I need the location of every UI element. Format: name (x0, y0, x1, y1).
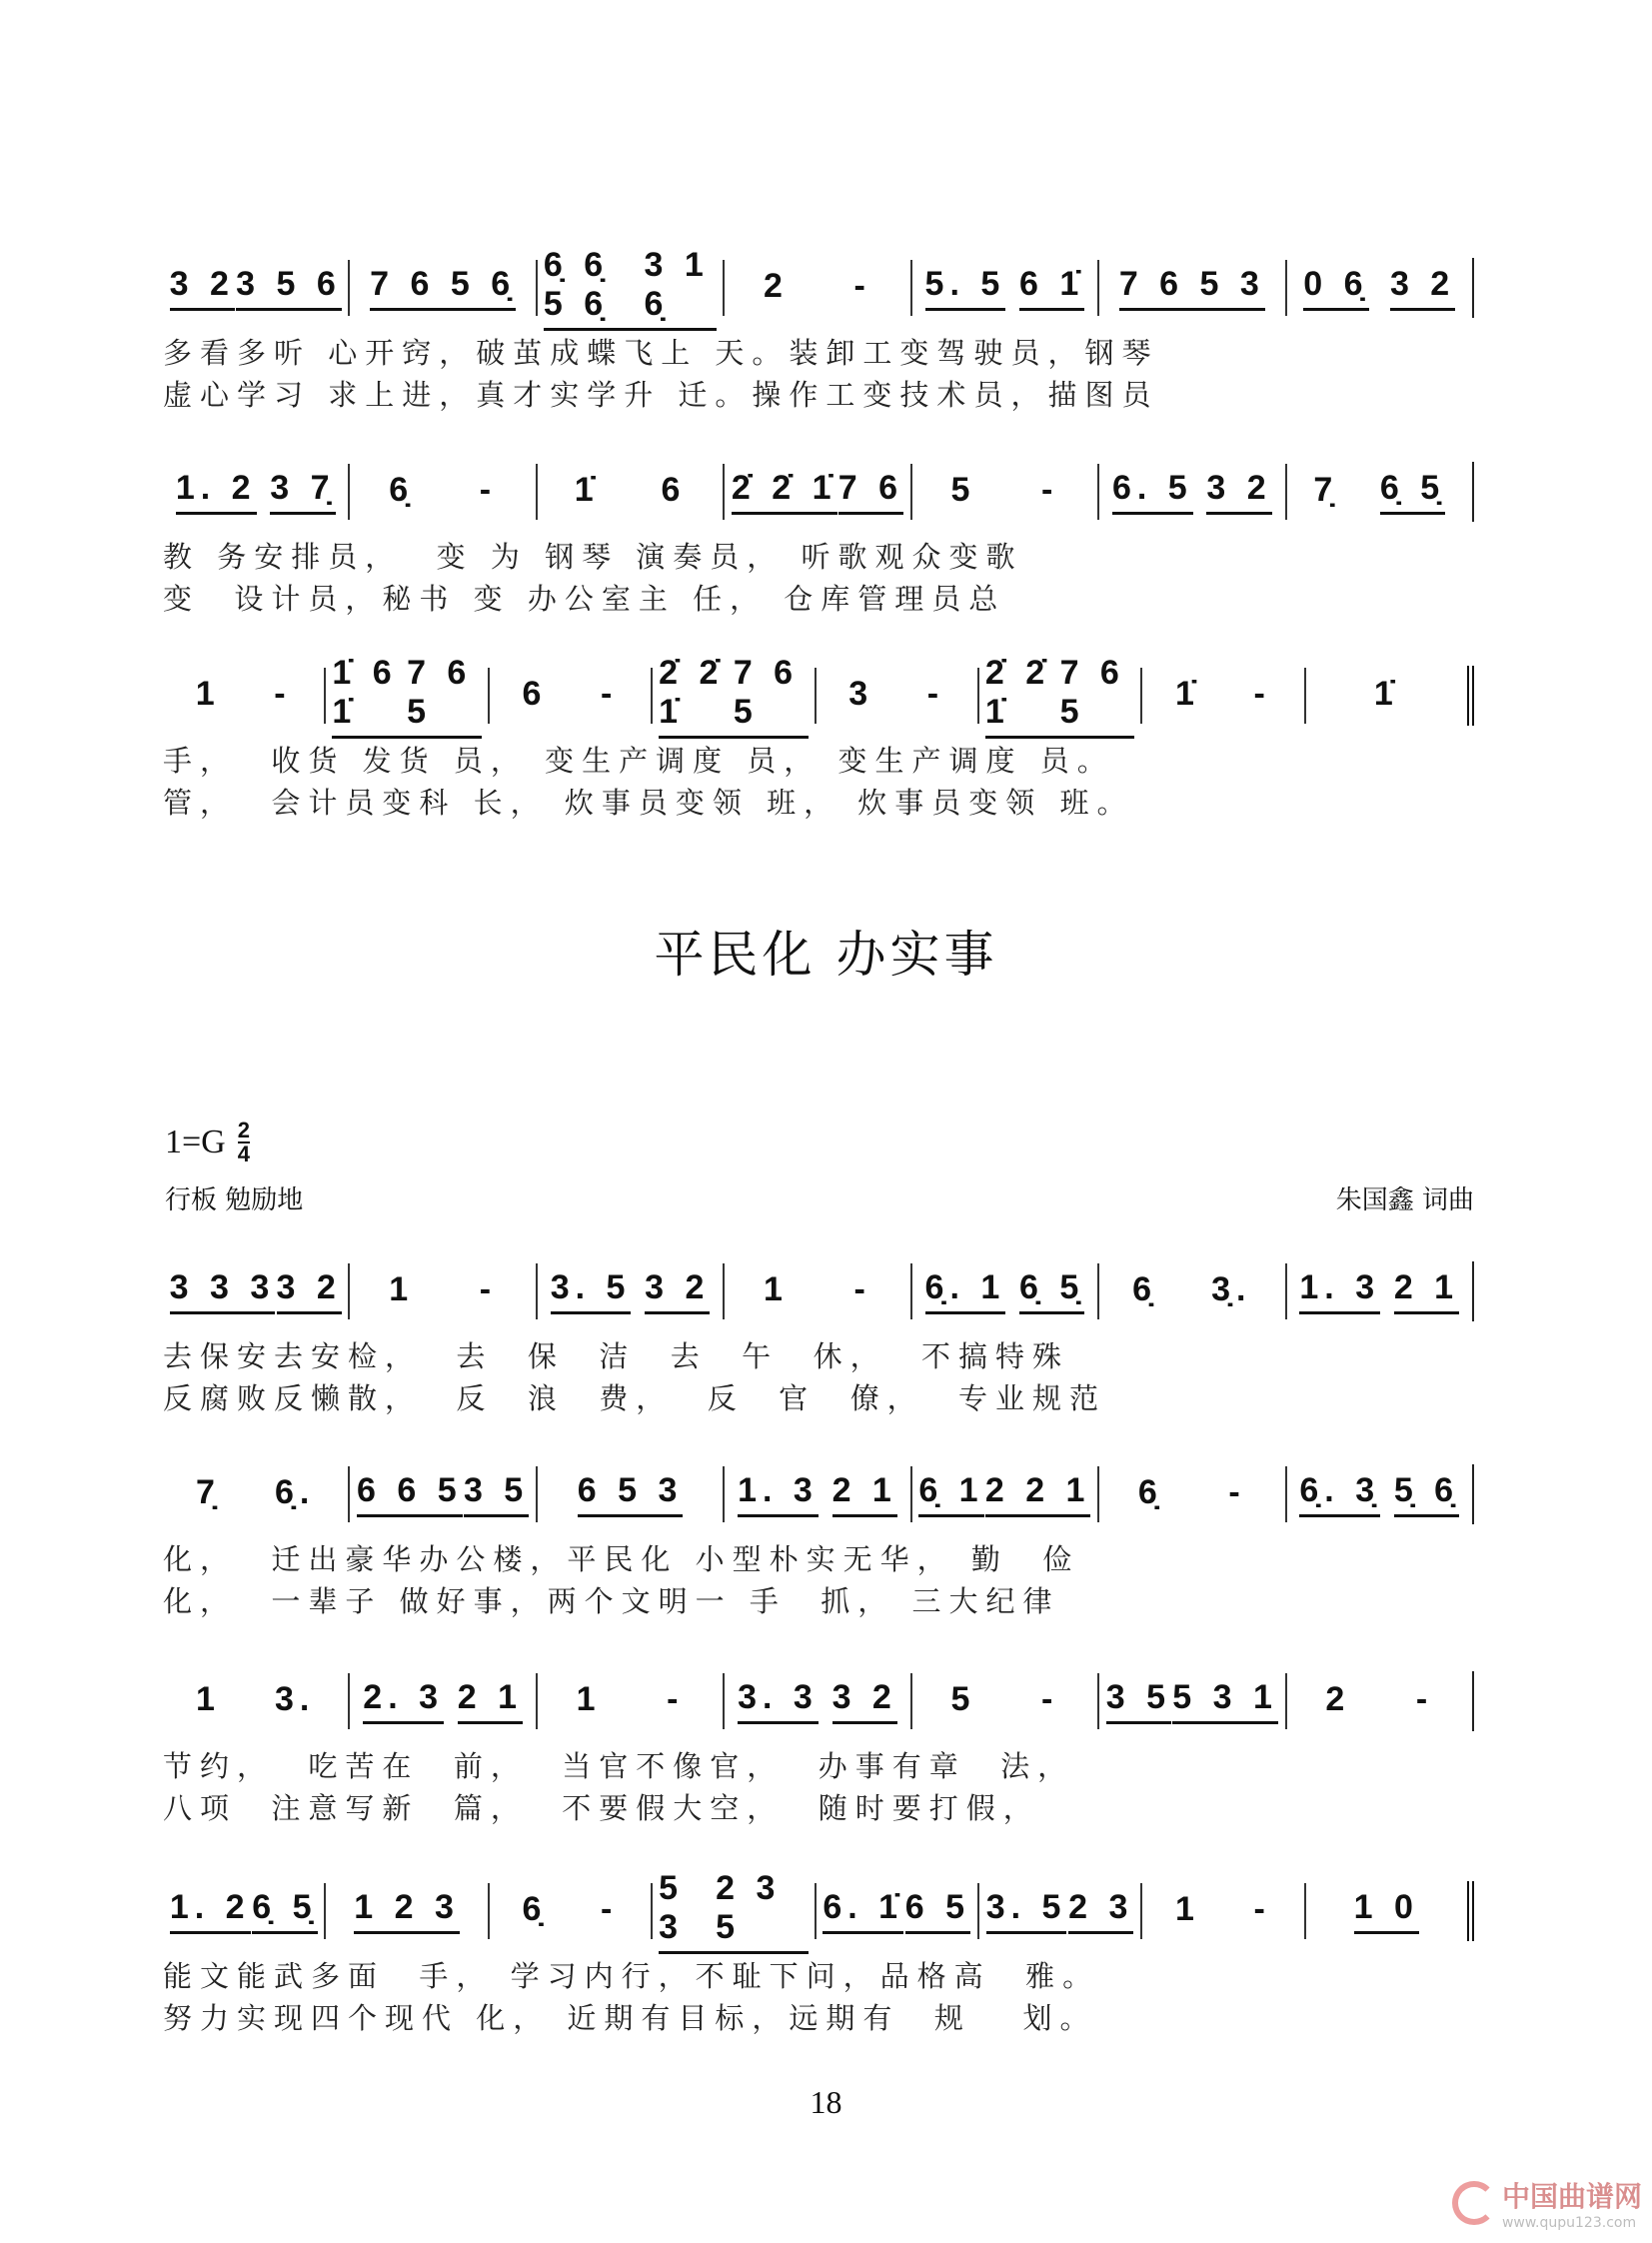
note-group: 7̣ (1313, 470, 1339, 509)
note-group: - (853, 1269, 871, 1308)
measure (488, 668, 651, 724)
measure (348, 1673, 535, 1729)
note-group: - (274, 674, 292, 713)
note-group: 1. 2 (170, 1888, 251, 1934)
note-group: 0 6̣ (1303, 265, 1368, 311)
note-group: 2̇ 2̇ 1̇ (985, 654, 1060, 739)
note-group: 5 3 (659, 1869, 716, 1954)
lyric-line-2: 化， 一辈子 做好事，两个文明一 手 抓， 三大纪律 (163, 1584, 1060, 1618)
note-group: - (479, 1269, 498, 1308)
note-group: 1. 3 (738, 1471, 819, 1517)
note-group: 6. 5 (1112, 469, 1193, 515)
measure (1285, 260, 1472, 316)
measure (348, 1466, 535, 1522)
note-group: - (1415, 1679, 1434, 1718)
note-group: - (1040, 470, 1059, 509)
measure (723, 1673, 909, 1729)
measure (1097, 1466, 1284, 1522)
note-group: 3 5 (1106, 1678, 1171, 1724)
note-group: 3 2 (832, 1678, 897, 1724)
note-group: 6̣. 1 (925, 1268, 1006, 1314)
measure (163, 260, 348, 316)
note-group: 6̣ 5̣ (252, 1888, 317, 1934)
note-group: 2̇ 2̇ 1̇ (659, 654, 734, 739)
song2-row-4 (163, 1868, 1474, 2039)
measure (536, 1263, 723, 1319)
measure (1304, 668, 1467, 724)
note-group: 1 (764, 1269, 789, 1308)
lyric-line-2: 八项 注意写新 篇， 不要假大空， 随时要打假， (163, 1791, 1040, 1825)
note-group: - (479, 470, 498, 509)
measure (348, 260, 535, 316)
song2-row-3 (163, 1671, 1474, 1829)
note-group: 2 (1325, 1679, 1351, 1718)
notation-line (163, 245, 1474, 323)
measure (651, 1868, 814, 1946)
lyric-line-1: 化， 迁出豪华办公楼，平民化 小型朴实无华， 勤 俭 (163, 1542, 1080, 1576)
note-group: 3 2 (1206, 469, 1271, 515)
note-group: - (667, 1679, 685, 1718)
measure (324, 653, 487, 731)
measure (651, 653, 814, 731)
notation-line (163, 1261, 1474, 1321)
note-group: 6̣ (1137, 1472, 1163, 1511)
note-group: 2 3 (1068, 1888, 1133, 1934)
note-group: 3 5 6 (236, 265, 342, 311)
measure (163, 668, 324, 724)
note-group: 6. 1̇ (823, 1888, 903, 1934)
note-group: 2 1 (832, 1471, 897, 1517)
note-group: 3. 5 (551, 1268, 632, 1314)
measure (910, 1673, 1097, 1729)
measure (163, 1263, 348, 1319)
measure (723, 260, 909, 316)
measure (815, 668, 977, 724)
watermark-logo-icon (1452, 2181, 1496, 2225)
measure (1304, 1883, 1467, 1939)
note-group: 1. 2 (176, 469, 257, 515)
note-group: 7 6 5 (734, 654, 809, 739)
composer-credit: 朱国鑫 词曲 (1335, 1185, 1474, 1215)
note-group: 2 (764, 266, 789, 305)
measure (348, 464, 535, 520)
time-signature (238, 1120, 250, 1165)
measure (723, 464, 909, 520)
song1-row-3 (163, 653, 1474, 824)
tempo-marking: 行板 勉励地 (165, 1185, 304, 1215)
lyric-line-2: 虚心学习 求上进，真才实学升 迁。操作工变技术员，描图员 (163, 378, 1159, 412)
notation-line (163, 653, 1474, 731)
note-group: 6̣. (275, 1472, 316, 1511)
note-group: 5 (950, 470, 976, 509)
note-group: 2. 3 (363, 1678, 444, 1724)
note-group: 1 (195, 674, 221, 713)
notation-line (163, 1868, 1474, 1946)
note-group: 7 6 5 (407, 654, 482, 739)
note-group: - (926, 674, 945, 713)
note-group: 3 3 3 (170, 1268, 276, 1314)
lyric-line-1: 节约， 吃苦在 前， 当官不像官， 办事有章 法， (163, 1749, 1075, 1783)
note-group: 2 1 (1394, 1268, 1459, 1314)
note-group: 1 2 3 (354, 1888, 460, 1934)
note-group: 1 (196, 1679, 221, 1718)
note-group: 7 6 5 (1060, 654, 1135, 739)
measure (1097, 1673, 1284, 1729)
measure (163, 1883, 324, 1939)
watermark-url: www.qupu123.com (1501, 2215, 1637, 2231)
measure (536, 464, 723, 520)
measure (977, 1883, 1140, 1939)
measure (977, 653, 1140, 731)
note-group: 6 6 5 (357, 1471, 463, 1517)
measure (910, 464, 1097, 520)
measure (536, 1673, 723, 1729)
note-group: 6̣ 1 (918, 1471, 983, 1517)
note-group: - (853, 266, 871, 305)
time-bottom: 4 (237, 1141, 250, 1166)
note-group: 3. 5 (986, 1888, 1067, 1934)
measure (536, 245, 723, 323)
measure (1140, 1883, 1303, 1939)
lyric-line-2: 反腐败反懒散， 反 浪 费， 反 官 僚， 专业规范 (163, 1381, 1107, 1415)
note-group: 6̣ (522, 1889, 548, 1928)
note-group: 6 (661, 470, 687, 509)
note-group: - (601, 1889, 619, 1928)
note-group: 6̣ (389, 470, 415, 509)
measure (324, 1883, 487, 1939)
measure (1097, 260, 1284, 316)
lyric-line-2: 管， 会计员变科 长， 炊事员变领 班， 炊事员变领 班。 (163, 786, 1134, 820)
note-group: 6̣ 5̣ (1019, 1268, 1084, 1314)
lyric-line-1: 手， 收货 发货 员， 变生产调度 员， 变生产调度 员。 (163, 744, 1114, 778)
measure (1097, 464, 1284, 520)
lyric-line-2: 变 设计员，秘书 变 办公室主 任， 仓库管理员总 (163, 582, 1006, 616)
note-group: 5̣ 6̣ (1394, 1471, 1459, 1517)
song-title: 平民化 办实事 (654, 926, 998, 984)
measure (163, 1466, 348, 1522)
watermark-name: 中国曲谱网 (1501, 2180, 1642, 2213)
note-group: 6̣ 6̣ 5 6̣ (544, 246, 645, 331)
song2-row-1 (163, 1261, 1474, 1419)
song2-row-2 (163, 1464, 1474, 1622)
note-group: 1 (576, 1679, 602, 1718)
note-group: 1̇ 6 1̇ (332, 654, 407, 739)
measure (723, 1466, 909, 1522)
measure (723, 1263, 909, 1319)
note-group: 6̣ (1132, 1269, 1158, 1308)
note-group: 1̇ (1373, 674, 1399, 713)
notation-line (163, 1671, 1474, 1731)
measure (1285, 464, 1472, 520)
note-group: 6 1̇ (1019, 265, 1084, 311)
measure (163, 1673, 348, 1729)
note-group: 5 (950, 1679, 976, 1718)
measure (1285, 1673, 1472, 1729)
lyric-line-1: 教 务安排员， 变 为 钢琴 演奏员， 听歌观众变歌 (163, 540, 1023, 574)
note-group: - (1228, 1472, 1246, 1511)
note-group: 1 0 (1354, 1888, 1419, 1934)
time-top: 2 (237, 1118, 250, 1142)
measure (488, 1883, 651, 1939)
note-group: 5 3 1 (1172, 1678, 1278, 1724)
measure (1140, 668, 1303, 724)
note-group: 6 (522, 674, 548, 713)
note-group: 3 5 (464, 1471, 529, 1517)
note-group: - (1253, 674, 1271, 713)
measure (910, 1466, 1097, 1522)
note-group: 1̇ (1175, 674, 1200, 713)
note-group: 2 1 (458, 1678, 523, 1724)
note-group: 7 6 5 6̣ (370, 265, 516, 311)
note-group: 3 2 (277, 1268, 342, 1314)
note-group: - (1040, 1679, 1059, 1718)
key: 1=G (165, 1123, 226, 1160)
note-group: 1 (1175, 1889, 1200, 1928)
notation-line (163, 462, 1474, 522)
note-group: 6 5 3 (578, 1471, 684, 1517)
lyric-line-1: 能文能武多面 手， 学习内行，不耻下问，品格高 雅。 (163, 1959, 1100, 1993)
note-group: 3 7̣ (270, 469, 335, 515)
note-group: 7̣ (196, 1472, 221, 1511)
measure (1285, 1263, 1472, 1319)
note-group: 5. 5 (925, 265, 1006, 311)
note-group: 3. (275, 1679, 316, 1718)
measure (910, 260, 1097, 316)
note-group: 7 6 (838, 469, 903, 515)
lyric-line-1: 多看多听 心开窍，破茧成蝶飞上 天。装卸工变驾驶员，钢琴 (163, 336, 1159, 370)
song1-row-1 (163, 245, 1474, 416)
key-signature (165, 1120, 250, 1165)
song1-row-2 (163, 462, 1474, 620)
note-group: 3 (848, 674, 874, 713)
note-group: - (601, 674, 619, 713)
measure (536, 1466, 723, 1522)
note-group: 6̣. 3̣ (1299, 1471, 1380, 1517)
note-group: 3 2 (1390, 265, 1455, 311)
measure (910, 1263, 1097, 1319)
note-group: 6 5 (905, 1888, 970, 1934)
lyric-line-2: 努力实现四个现代 化， 近期有目标，远期有 规 划。 (163, 2001, 1097, 2035)
watermark (1452, 2175, 1642, 2231)
measure (815, 1883, 977, 1939)
measure (1097, 1263, 1284, 1319)
note-group: 3. 3 (738, 1678, 819, 1724)
note-group: 3 1 6̣ (644, 246, 717, 331)
note-group: 1 (389, 1269, 415, 1308)
note-group: 3 2 (170, 265, 235, 311)
note-group: 1̇ (574, 470, 600, 509)
note-group: 3 2 (645, 1268, 710, 1314)
note-group: 1. 3 (1299, 1268, 1380, 1314)
note-group: 2 2 1 (985, 1471, 1091, 1517)
measure (1285, 1466, 1472, 1522)
note-group: 6̣ 5̣ (1380, 469, 1445, 515)
measure (163, 464, 348, 520)
page-number: 18 (810, 2084, 842, 2120)
note-group: 3̣. (1211, 1269, 1252, 1308)
measure (348, 1263, 535, 1319)
note-group: - (1253, 1889, 1271, 1928)
note-group: 7 6 5 3 (1119, 265, 1265, 311)
notation-line (163, 1464, 1474, 1524)
lyric-line-1: 去保安去安检， 去 保 洁 去 午 休， 不搞特殊 (163, 1339, 1070, 1373)
note-group: 2̇ 2̇ 1̇ (732, 469, 837, 515)
note-group: 2 3 5 (716, 1869, 808, 1954)
